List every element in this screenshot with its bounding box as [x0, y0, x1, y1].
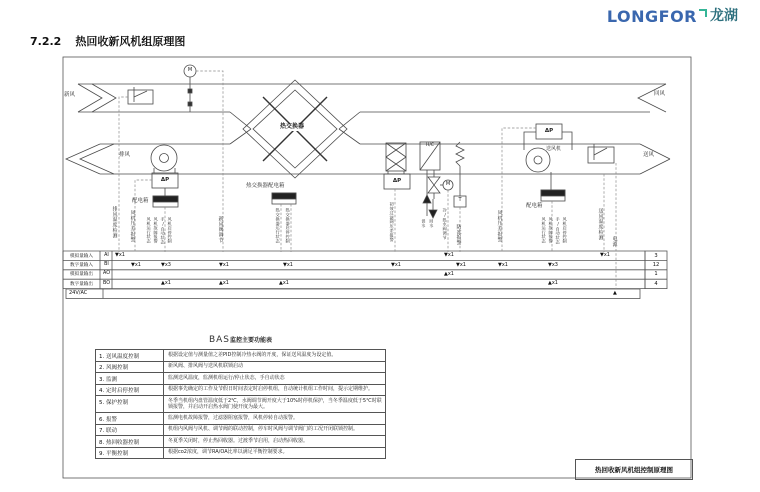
bas-row-description: 监测送风温度，监测机组运行/停止状态，手自动状态 — [168, 374, 285, 381]
hx-panel-label: 热交换器配电箱 — [246, 183, 285, 189]
io-row-name-ai: 模拟量输入 — [70, 253, 93, 259]
logo-chinese: 龙湖 — [710, 8, 738, 24]
coil-label: H/C — [425, 143, 435, 148]
bas-row-label: 2. 风阀控制 — [96, 362, 164, 373]
bas-row-description: 新风阀、排风阀与送风机联锁启动 — [168, 363, 244, 369]
point-label-exhaust-temp: 排风温度检测 — [111, 206, 118, 239]
supply-panel-label: 配电箱 — [526, 203, 543, 209]
control-wiring — [119, 71, 616, 289]
io-row-name-ao: 模拟量输出 — [70, 272, 93, 278]
bas-row-description: 根据事先确定的工作及节假日时间表定时启停机组，自动统计机组工作时间，提示定期维护。 — [168, 386, 374, 392]
point-label-exhaust-fan-dp: 风机压差报警 — [129, 210, 136, 243]
point-label-supply-fan-dp: 风机压差报警 — [496, 210, 503, 243]
point-label-frost-alarm: 防冻报警 — [455, 224, 462, 246]
bas-row-description: 冬季当机组内盘管温度低于2℃，水阀调节阀开度大于10%时停机保护，当冬季温度低于5℃时联锁报警，并启动开启热水阀门使开度为最大。 — [168, 397, 382, 411]
io-row-code-bo: BO — [103, 280, 110, 286]
io-mark: ▼x1 — [456, 261, 466, 268]
exhaust-air-label: 排风 — [119, 152, 131, 158]
supply-fan-label: 送风机 — [546, 146, 562, 152]
fresh-air-arrow — [78, 84, 102, 112]
bas-row-description: 冬夏季关闭时，停止热回收器。过渡季节启用，启动热回收器。 — [168, 437, 309, 444]
bas-row-label: 6. 报警 — [96, 413, 164, 424]
io-mark: ▼x1 — [219, 261, 229, 268]
io-total-bi: 12 — [652, 261, 660, 268]
io-mark: ▼x3 — [548, 261, 558, 268]
bas-row-label: 4. 定时启停控制 — [96, 385, 164, 396]
bas-table-row — [96, 413, 385, 425]
io-mark: ▼x1 — [115, 252, 125, 259]
point-label-supfan-startstop: 风机启停控制 — [562, 217, 568, 244]
bas-table-row — [96, 362, 385, 374]
supply-fan — [524, 124, 572, 201]
return-air-arrow — [638, 84, 666, 112]
point-label-exhfan-run: 风机运行状态 — [146, 217, 152, 244]
bas-table-row — [96, 350, 385, 362]
bas-row-description: 监测电机故障报警，过滤器阻塞报警，风机停转自动报警。 — [168, 414, 299, 421]
io-row-code-bi: BI — [104, 262, 109, 267]
io-mark: ▲x1 — [548, 280, 558, 287]
io-mark: ▼x1 — [391, 261, 401, 268]
io-total-bo: 4 — [654, 280, 658, 287]
point-label-supfan-run: 风机运行状态 — [541, 217, 547, 244]
point-label-valve-modulate: 冷/热水阀调节 — [442, 208, 448, 240]
supply-damper — [588, 144, 614, 163]
supply-dp-label: ΔP — [544, 127, 554, 134]
section-number: 7.2.2 — [30, 35, 62, 48]
io-mark: ▲x1 — [444, 271, 454, 277]
drawing-title-box — [575, 459, 693, 480]
bas-table-body — [95, 349, 386, 459]
io-table-grid — [63, 251, 667, 299]
io-mark: ▼x3 — [161, 261, 171, 268]
supply-air-label: 送风 — [643, 152, 655, 158]
duct-lines — [66, 84, 670, 174]
io-mark: ▼x1 — [498, 261, 508, 268]
filter-dp-label: ΔP — [392, 177, 402, 184]
supply-water-label: 供水 — [421, 219, 427, 228]
return-water-label: 回水 — [429, 219, 435, 228]
bas-table-title — [95, 327, 386, 346]
io-row-name-bo: 数字量输出 — [70, 281, 93, 287]
coil-and-valve — [420, 142, 453, 218]
point-label-hx-startstop: 热交换器启停控制 — [285, 208, 291, 244]
fresh-air-label: 新风 — [64, 92, 76, 98]
bas-function-table — [95, 327, 386, 459]
bas-row-description: 机组内风阀与风机、调节阀的联动控制，停车时风阀与调节阀门的工况开闭联锁控制。 — [168, 426, 359, 432]
io-mark: ▼x1 — [131, 261, 141, 268]
point-label-exhfan-handauto: 手/自动状态 — [160, 217, 166, 245]
io-mark: ▲x1 — [219, 280, 229, 287]
io-total-ao: 1 — [654, 271, 658, 278]
power-row-label: 24V/AC — [69, 290, 88, 297]
point-label-exhfan-startstop: 风机启停控制 — [167, 217, 173, 244]
exhaust-dp-label: ΔP — [160, 176, 170, 183]
bas-table-row — [96, 396, 385, 413]
fresh-air-damper — [128, 87, 153, 104]
io-row-code-ai: AI — [104, 252, 109, 258]
io-total-ai: 3 — [654, 252, 658, 259]
point-label-power: 电源 — [611, 236, 618, 247]
bas-table-row — [96, 436, 385, 448]
io-mark: ▲ — [613, 289, 617, 296]
page-title: 热回收新风机组原理图 — [75, 35, 186, 48]
point-label-fresh-damper: 新风阀调节 — [217, 216, 224, 243]
bas-row-label: 9. 平衡控制 — [96, 448, 164, 459]
supply-water-arrow — [423, 195, 431, 203]
io-mark: ▼x1 — [283, 261, 293, 268]
hx-panel-box — [272, 193, 296, 204]
point-label-supfan-fault: 风机故障报警 — [548, 217, 554, 244]
point-label-hx-run: 热交换器运行状态 — [275, 208, 281, 244]
frost-switch-label: T — [458, 197, 462, 203]
bas-row-description: 根据设定值与测量值之差PID控制冷热水阀的开度，保证送风温度为设定值。 — [168, 351, 337, 358]
io-mark: ▲x1 — [161, 280, 171, 287]
bas-row-description: 根据co2浓度，调节RA/OA比率以满足平衡控制要求。 — [168, 449, 288, 455]
io-mark: ▼x1 — [444, 252, 454, 259]
return-water-arrow — [429, 210, 437, 218]
exhaust-air-arrow — [66, 144, 100, 174]
io-row-name-bi: 数字量输入 — [70, 263, 93, 268]
valve-icon — [428, 177, 440, 185]
bas-row-label: 8. 热回收器控制 — [96, 436, 164, 447]
logo-latin: LONGFOR — [606, 7, 697, 26]
damper-motor-label: M — [187, 67, 193, 73]
heat-exchanger-label: 热交换器 — [280, 123, 305, 130]
bas-row-label: 5. 保护控制 — [96, 396, 164, 412]
bas-table-row — [96, 425, 385, 437]
io-row-code-ao: AO — [103, 271, 110, 277]
io-mark: ▲x1 — [279, 280, 289, 287]
bas-table-row — [96, 373, 385, 385]
exhaust-panel-label: 配电箱 — [132, 198, 149, 204]
bas-table-row — [96, 385, 385, 397]
return-air-label: 回风 — [654, 91, 666, 97]
drawing-title: 热回收新风机组控制原理图 — [595, 466, 673, 474]
point-label-filter-dp: 初效过滤网压差报警 — [389, 202, 395, 242]
bas-row-label: 7. 联动 — [96, 425, 164, 436]
valve-motor-label: M — [445, 181, 451, 187]
bas-table-row — [96, 448, 385, 460]
bas-row-label: 3. 监测 — [96, 373, 164, 384]
point-label-supfan-handauto: 手/自动状态 — [555, 217, 561, 245]
bas-title-cn: 监控主要功能表 — [230, 337, 273, 344]
power-row-box — [66, 289, 640, 299]
bas-row-label: 1. 送风温度控制 — [96, 350, 164, 361]
io-mark: ▼x1 — [600, 252, 610, 259]
point-label-supply-temp: 送风温度检测 — [597, 208, 604, 241]
point-label-exhfan-fault: 风机故障报警 — [153, 217, 159, 244]
bas-title-latin: BAS — [208, 335, 231, 345]
